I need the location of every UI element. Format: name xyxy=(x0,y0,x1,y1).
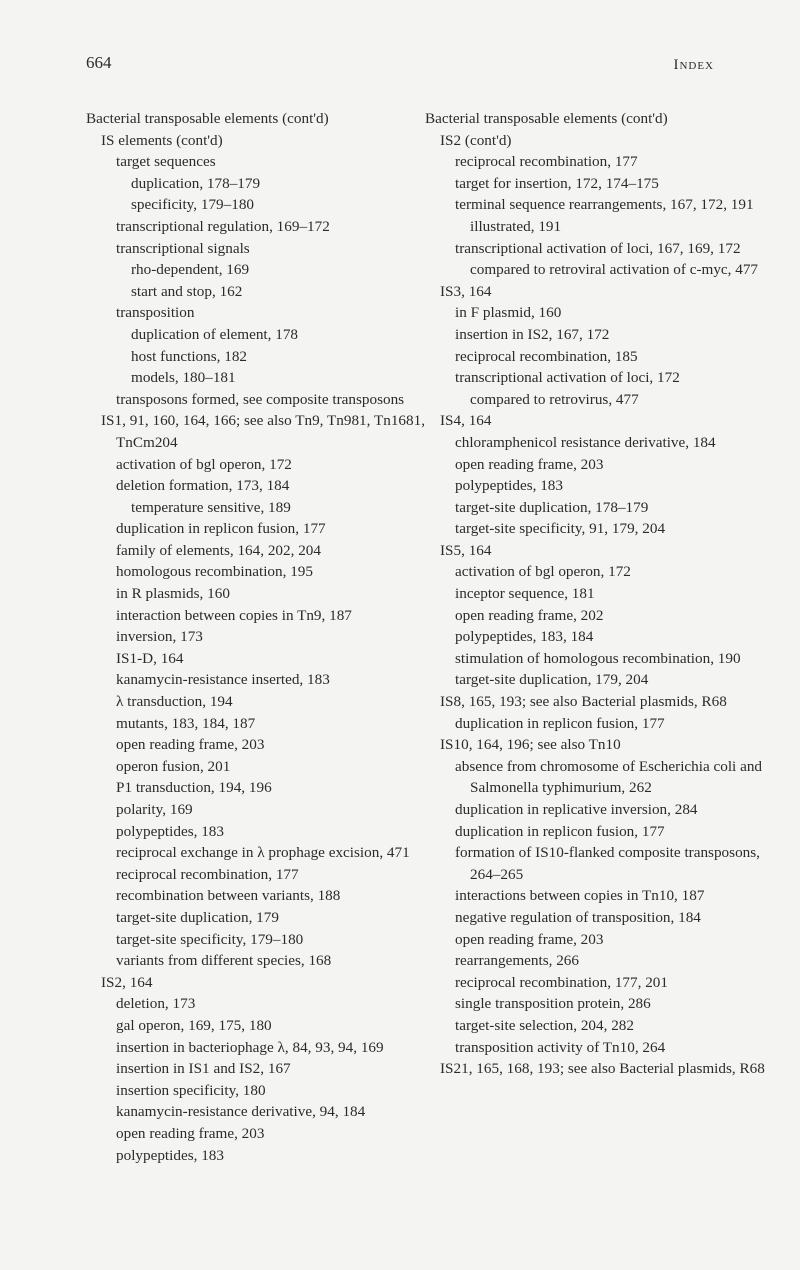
index-entry: models, 180–181 xyxy=(131,369,236,387)
index-entry: Bacterial transposable elements (cont'd) xyxy=(425,110,668,127)
index-entry: duplication of element, 178 xyxy=(131,325,299,343)
index-entry: duplication in replicon fusion, 177 xyxy=(455,822,665,840)
index-entry: open reading frame, 203 xyxy=(116,1124,265,1142)
index-entry: absence from chromosome of Escherichia coli and Salmonella typhimurium, 262 xyxy=(455,757,763,797)
index-entry: compared to retrovirus, 477 xyxy=(470,390,639,408)
index-entry: polypeptides, 183 xyxy=(455,477,563,495)
index-entry: target-site duplication, 179, 204 xyxy=(455,671,649,689)
index-entry: operon fusion, 201 xyxy=(116,757,231,775)
index-entry: transcriptional regulation, 169–172 xyxy=(116,217,330,235)
index-entry: duplication in replicon fusion, 177 xyxy=(116,520,326,538)
index-entry: negative regulation of transposition, 184 xyxy=(455,908,701,926)
index-entry: recombination between variants, 188 xyxy=(116,887,341,905)
index-column-left xyxy=(86,108,426,1166)
index-entry: target sequences xyxy=(116,153,216,171)
index-entry: temperature sensitive, 189 xyxy=(131,498,291,516)
index-entry: transposition activity of Tn10, 264 xyxy=(455,1038,666,1056)
index-entry: deletion formation, 173, 184 xyxy=(116,477,290,495)
running-head: Index xyxy=(673,57,714,73)
index-entry: illustrated, 191 xyxy=(470,217,562,235)
index-entry: IS8, 165, 193; see also Bacterial plasmids, R68 xyxy=(440,693,727,711)
index-entry: deletion, 173 xyxy=(116,995,196,1013)
index-entry: P1 transduction, 194, 196 xyxy=(116,779,272,797)
index-entry: open reading frame, 202 xyxy=(455,606,604,624)
index-entry: mutants, 183, 184, 187 xyxy=(116,714,256,732)
index-entry: start and stop, 162 xyxy=(131,282,243,300)
page-number: 664 xyxy=(86,53,112,72)
index-entry: single transposition protein, 286 xyxy=(455,995,651,1013)
index-entry: insertion in IS2, 167, 172 xyxy=(455,325,610,343)
index-entry: host functions, 182 xyxy=(131,347,248,365)
index-entry: polypeptides, 183 xyxy=(116,822,224,840)
index-entry: IS elements (cont'd) xyxy=(101,131,223,149)
index-entry: IS2, 164 xyxy=(101,973,153,991)
index-entry: open reading frame, 203 xyxy=(116,736,265,754)
index-entry: reciprocal recombination, 177 xyxy=(455,153,638,171)
index-entry: stimulation of homologous recombination, 190 xyxy=(455,649,741,667)
index-entry: inversion, 173 xyxy=(116,628,203,646)
index-entry: open reading frame, 203 xyxy=(455,455,604,473)
index-entry: inceptor sequence, 181 xyxy=(455,585,595,603)
index-entry: target-site duplication, 179 xyxy=(116,908,279,926)
index-entry: open reading frame, 203 xyxy=(455,930,604,948)
index-entry: polarity, 169 xyxy=(116,801,193,818)
index-entry: reciprocal exchange in λ prophage excision, 471 xyxy=(116,844,410,862)
index-entry: IS5, 164 xyxy=(440,541,492,559)
index-entry: homologous recombination, 195 xyxy=(116,563,313,581)
index-entry: insertion specificity, 180 xyxy=(116,1081,266,1099)
index-entry: in F plasmid, 160 xyxy=(455,304,562,322)
index-entry: polypeptides, 183, 184 xyxy=(455,628,594,646)
index-entry: rho-dependent, 169 xyxy=(131,261,250,279)
index-entry: duplication in replicon fusion, 177 xyxy=(455,714,665,732)
index-entry: IS10, 164, 196; see also Tn10 xyxy=(440,736,621,754)
index-entry: kanamycin-resistance derivative, 94, 184 xyxy=(116,1103,366,1121)
index-entry: compared to retroviral activation of c-myc, 477 xyxy=(470,261,759,279)
index-entry: duplication, 178–179 xyxy=(131,174,261,192)
index-entry: reciprocal recombination, 177 xyxy=(116,865,299,883)
index-entry: IS21, 165, 168, 193; see also Bacterial plasmids, R68 xyxy=(440,1060,765,1078)
index-entry: transposition xyxy=(116,304,195,322)
index-entry: IS2 (cont'd) xyxy=(440,131,512,149)
index-entry: target-site duplication, 178–179 xyxy=(455,498,649,516)
index-entry: kanamycin-resistance inserted, 183 xyxy=(116,671,330,689)
index-entry: specificity, 179–180 xyxy=(131,196,255,214)
index-entry: rearrangements, 266 xyxy=(455,952,579,970)
index-entry: variants from different species, 168 xyxy=(116,952,332,970)
index-entry: reciprocal recombination, 177, 201 xyxy=(455,973,668,991)
index-entry: activation of bgl operon, 172 xyxy=(455,563,631,581)
index-entry: interactions between copies in Tn10, 187 xyxy=(455,887,705,905)
index-entry: terminal sequence rearrangements, 167, 172, 191 xyxy=(455,196,754,214)
index-entry: Bacterial transposable elements (cont'd) xyxy=(86,110,329,127)
index-entry: polypeptides, 183 xyxy=(116,1146,224,1164)
index-entry: IS1, 91, 160, 164, 166; see also Tn9, Tn981, Tn1681, TnCm204 xyxy=(101,412,425,451)
index-entry: target for insertion, 172, 174–175 xyxy=(455,174,659,192)
index-entry: insertion in bacteriophage λ, 84, 93, 94, 169 xyxy=(116,1038,384,1056)
index-entry: activation of bgl operon, 172 xyxy=(116,455,292,473)
index-entry: λ transduction, 194 xyxy=(116,693,233,711)
index-entry: reciprocal recombination, 185 xyxy=(455,347,638,365)
index-entry: target-site selection, 204, 282 xyxy=(455,1016,634,1034)
index-entry: transcriptional signals xyxy=(116,239,250,257)
index-entry: chloramphenicol resistance derivative, 184 xyxy=(455,433,716,451)
index-column-right xyxy=(425,108,765,1080)
index-entry: target-site specificity, 91, 179, 204 xyxy=(455,520,666,538)
index-entry: duplication in replicative inversion, 284 xyxy=(455,801,698,818)
index-entry: transposons formed, see composite transposons xyxy=(116,390,405,408)
index-entry: gal operon, 169, 175, 180 xyxy=(116,1016,272,1034)
index-entry: in R plasmids, 160 xyxy=(116,585,230,603)
index-entry: target-site specificity, 179–180 xyxy=(116,930,304,948)
index-entry: family of elements, 164, 202, 204 xyxy=(116,541,321,559)
index-entry: transcriptional activation of loci, 172 xyxy=(455,369,680,387)
index-entry: insertion in IS1 and IS2, 167 xyxy=(116,1060,291,1078)
index-entry: IS4, 164 xyxy=(440,412,492,430)
index-entry: interaction between copies in Tn9, 187 xyxy=(116,606,352,624)
index-entry: IS3, 164 xyxy=(440,282,492,300)
index-entry: formation of IS10-flanked composite transposons, 264–265 xyxy=(455,844,760,883)
index-entry: transcriptional activation of loci, 167, 169, 172 xyxy=(455,239,741,257)
index-entry: IS1-D, 164 xyxy=(116,649,184,667)
